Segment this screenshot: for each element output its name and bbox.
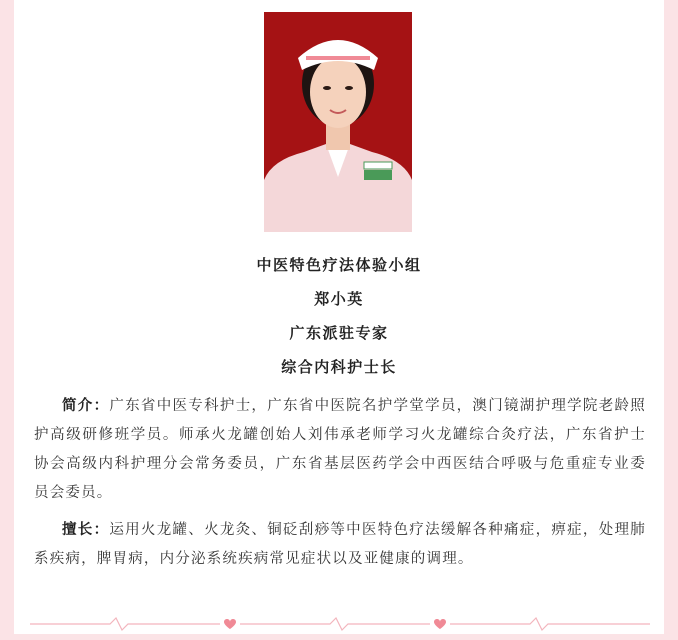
intro-paragraph	[34, 392, 646, 508]
group-name: 中医特色疗法体验小组	[256, 256, 422, 274]
portrait-photo	[264, 12, 412, 232]
specialty-paragraph	[34, 516, 646, 574]
specialty-text: 运用火龙罐、火龙灸、铜砭刮痧等中医特色疗法缓解各种痛症，痹症，处理肺系疾病，脾胃病，内分泌系统疾病常见症状以及亚健康的调理。	[34, 522, 646, 567]
heart-icon	[224, 619, 236, 629]
profile-header	[0, 252, 678, 388]
person-role: 广东派驻专家	[289, 324, 389, 342]
intro-label: 简介：	[62, 398, 110, 414]
specialty-label: 擅长：	[62, 522, 110, 538]
intro-text: 广东省中医专科护士，广东省中医院名护学堂学员，澳门镜湖护理学院老龄照护高级研修班学员。师承火龙罐创始人刘伟承老师学习火龙罐综合灸疗法，广东省护士协会高级内科护理分会常务委员，广东省基层医药学会中西医结合呼吸与危重症专业委员会委员。	[34, 398, 646, 501]
person-name: 郑小英	[314, 290, 364, 308]
heart-icon	[434, 619, 446, 629]
person-position: 综合内科护士长	[281, 358, 397, 376]
page-frame-bottom	[0, 634, 678, 640]
heartbeat-divider	[30, 614, 650, 634]
